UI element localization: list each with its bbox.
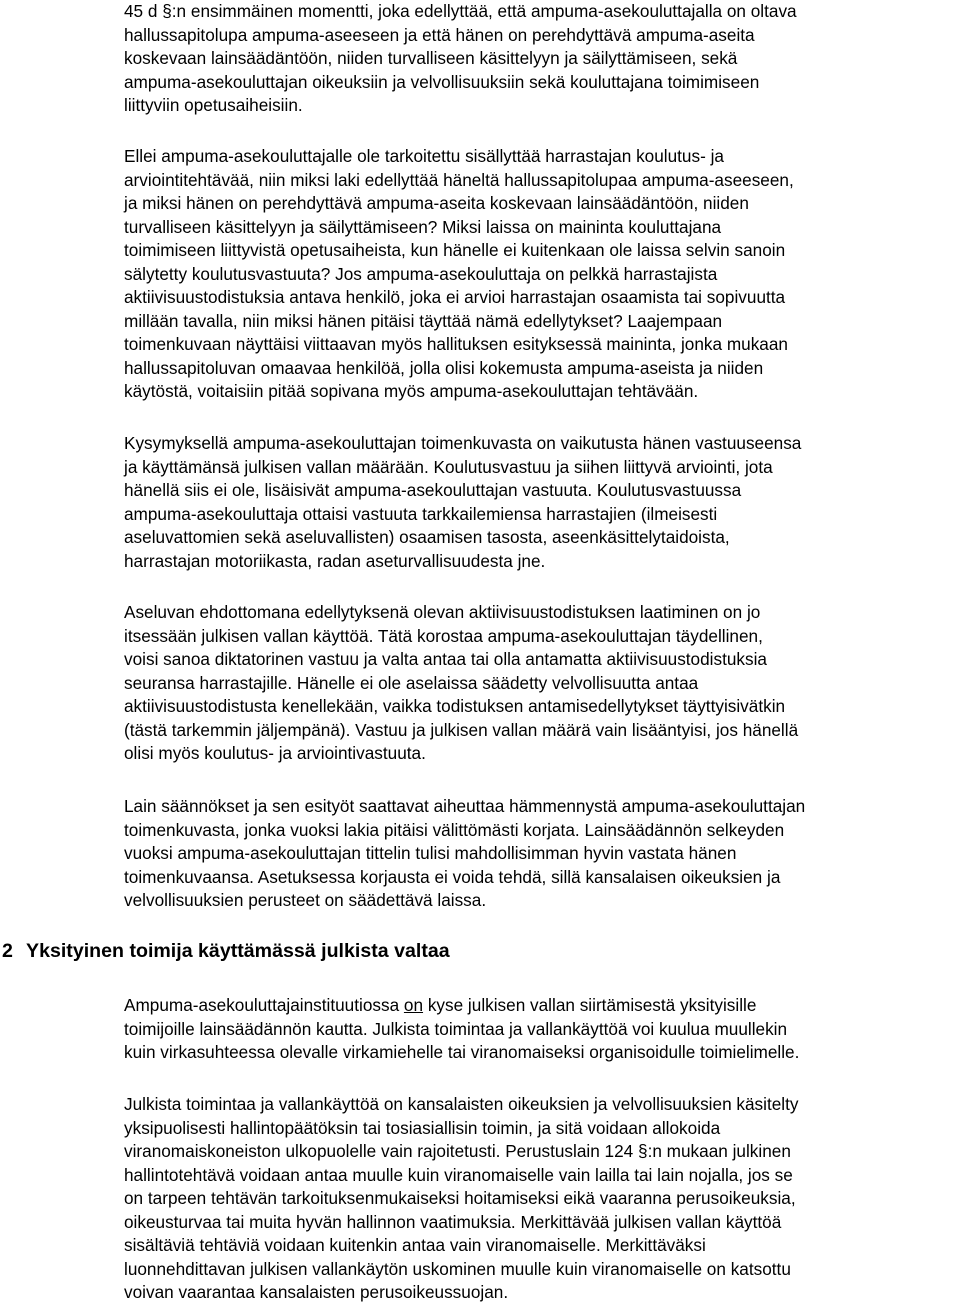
text-segment: Ampuma-asekouluttajainstituutiossa — [124, 995, 404, 1015]
paragraph-4 — [124, 601, 956, 766]
text-line: hänellä siis ei ole, lisäisivät ampuma-asekouluttajan vastuuta. Koulutusvastuussa — [124, 480, 742, 500]
text-line: ampuma-asekouluttaja ottaisi vastuuta tarkkailemiensa harrastajien (ilmeisesti — [124, 503, 718, 524]
text-line: (tästä tarkemmin jäljempänä). Vastuu ja julkisen vallan määrä vain lisääntyisi, jos hänellä — [124, 719, 799, 740]
text-line: ja miksi hänen on perehdyttävä ampuma-aseita koskevaan lainsäädäntöön, niiden — [124, 193, 749, 213]
paragraph-6 — [124, 994, 956, 1065]
text-line: Aseluvan ehdottomana edellytyksenä olevan aktiivisuustodistuksen laatiminen on jo — [124, 602, 761, 622]
text-line: ja käyttämänsä julkisen vallan määrään. Koulutusvastuu ja siihen liittyvä arviointi, jota — [124, 456, 773, 477]
section-title: Yksityinen toimija käyttämässä julkista valtaa — [26, 940, 450, 962]
text-line: Ellei ampuma-asekouluttajalle ole tarkoitettu sisällyttää harrastajan koulutus- ja — [124, 146, 724, 166]
text-line: ampuma-asekouluttajan oikeuksiin ja velvollisuuksiin sekä kouluttajana toimimiseen — [124, 71, 760, 92]
text-line: turvalliseen käsittelyyn ja säilyttämiseen? Miksi laissa on maininta kouluttajana — [124, 216, 722, 237]
text-line: toimenkuvasta, jonka vuoksi lakia pitäisi välittömästi korjata. Lainsäädännön selkeyden — [124, 819, 785, 840]
text-line: oikeusturvaa tai muita hyvän hallinnon vaatimuksia. Merkittävää julkisen vallan käyttöä — [124, 1211, 782, 1232]
text-line: aktiivisuustodistuksia antava henkilö, joka ei arvioi harrastajan osaamista tai sopivuutta — [124, 287, 786, 307]
text-line: seuransa harrastajille. Hänelle ei ole aselaissa säädetty velvollisuutta antaa — [124, 672, 699, 693]
paragraph-1 — [124, 0, 956, 118]
text-line: Julkista toimintaa ja vallankäyttöä on kansalaisten oikeuksien ja velvollisuuksien käsitelty — [124, 1094, 799, 1114]
text-line — [124, 994, 956, 1018]
text-line: olisi myös koulutus- ja arviointivastuuta. — [124, 743, 426, 763]
text-line: toimimiseen liittyvistä opetusaiheista, kun hänelle ei kuitenkaan ole laissa selvin sanoin — [124, 240, 786, 260]
text-line: arviointitehtävää, niin miksi laki edellyttää häneltä hallussapitolupaa ampuma-aseeseen, — [124, 169, 794, 190]
text-line: toimijoille lainsäädännön kautta. Julkista toimintaa ja vallankäyttöä voi kuulua muullekin — [124, 1018, 788, 1039]
text-line: yksipuolisesti hallintopäätöksin tai tosiasiallisin toimin, ja sitä voidaan allokoida — [124, 1117, 721, 1138]
text-line: toimenkuvaan näyttäisi viittaavan myös hallituksen esityksessä maininta, jonka mukaan — [124, 334, 788, 354]
text-line: Kysymyksellä ampuma-asekouluttajan toimenkuvasta on vaikutusta hänen vastuuseensa — [124, 433, 802, 453]
text-line: toimenkuvaansa. Asetuksessa korjausta ei voida tehdä, sillä kansalaisen oikeuksien ja — [124, 866, 781, 887]
text-line: viranomaiskoneiston ulkopuolelle vain rajoitetusti. Perustuslain 124 §:n mukaan julkinen — [124, 1141, 791, 1161]
text-line: hallussapitoluvan omaavaa henkilöä, jolla olisi kokemusta ampuma-aseista ja niiden — [124, 357, 764, 378]
text-line: sisältäviä tehtäviä voidaan kuitenkin antaa vain viranomaiselle. Merkittäväksi — [124, 1235, 706, 1255]
text-segment: kyse julkisen vallan siirtämisestä yksityisille — [423, 995, 757, 1015]
section-number: 2 — [2, 940, 13, 962]
text-line: aseluvattomien sekä aseluvallisten) osaamisen tasosta, aseenkäsittelytaidoista, — [124, 527, 730, 547]
text-line: liittyviin opetusaiheisiin. — [124, 95, 303, 115]
text-line: on tarpeen tehtävän tarkoituksenmukaiseksi hoitamiseksi eikä vaaranna perusoikeuksia, — [124, 1188, 796, 1208]
text-line: käytöstä, voitaisiin pitää sopivana myös ampuma-asekouluttajan tehtävään. — [124, 381, 699, 401]
text-line: luonnehdittavan julkisen vallankäytön uskominen muulle kuin viranomaiselle on katsottu — [124, 1258, 791, 1279]
text-line: sälytetty koulutusvastuuta? Jos ampuma-asekouluttaja on pelkkä harrastajista — [124, 263, 718, 284]
text-line: aktiivisuustodistusta kenellekään, vaikka todistuksen antamisedellytykset täyttyisivätkin — [124, 696, 786, 716]
text-line: millään tavalla, niin miksi hänen pitäisi täyttää nämä edellytykset? Laajempaan — [124, 310, 723, 331]
paragraph-7 — [124, 1093, 956, 1305]
text-line: 45 d §:n ensimmäinen momentti, joka edellyttää, että ampuma-asekouluttajalla on oltava — [124, 1, 797, 21]
section-heading — [2, 938, 450, 964]
paragraph-3 — [124, 432, 956, 573]
text-line: hallussapitolupa ampuma-aseeseen ja että hänen on perehdyttävä ampuma-aseita — [124, 24, 755, 45]
text-line: hallintotehtävä voidaan antaa muulle kuin viranomaiselle vain lailla tai lain nojalla, jos se — [124, 1164, 793, 1185]
text-line: harrastajan motoriikasta, radan aseturvallisuudesta jne. — [124, 550, 546, 571]
underlined-word: on — [403, 995, 424, 1015]
text-line: itsessään julkisen vallan käyttöä. Tätä korostaa ampuma-asekouluttajan täydellinen, — [124, 625, 763, 646]
text-line: velvollisuuksien perusteet on säädettävä laissa. — [124, 890, 487, 910]
text-line: Lain säännökset ja sen esityöt saattavat aiheuttaa hämmennystä ampuma-asekouluttajan — [124, 796, 806, 816]
text-line: koskevaan lainsäädäntöön, niiden turvalliseen käsittelyyn ja säilyttämiseen, sekä — [124, 48, 738, 68]
paragraph-5 — [124, 795, 956, 913]
text-line: kuin virkasuhteessa olevalle virkamiehelle tai viranomaiseksi organisoidulle toimielimelle. — [124, 1042, 800, 1062]
text-line: vuoksi ampuma-asekouluttajan tittelin tulisi mahdollisimman hyvin vastata hänen — [124, 843, 737, 863]
text-line: voivan vaarantaa kansalaisten perusoikeussuojan. — [124, 1282, 509, 1302]
text-line: voisi sanoa diktatorinen vastuu ja valta antaa tai olla antamatta aktiivisuustodistuksia — [124, 649, 767, 669]
paragraph-2 — [124, 145, 956, 404]
